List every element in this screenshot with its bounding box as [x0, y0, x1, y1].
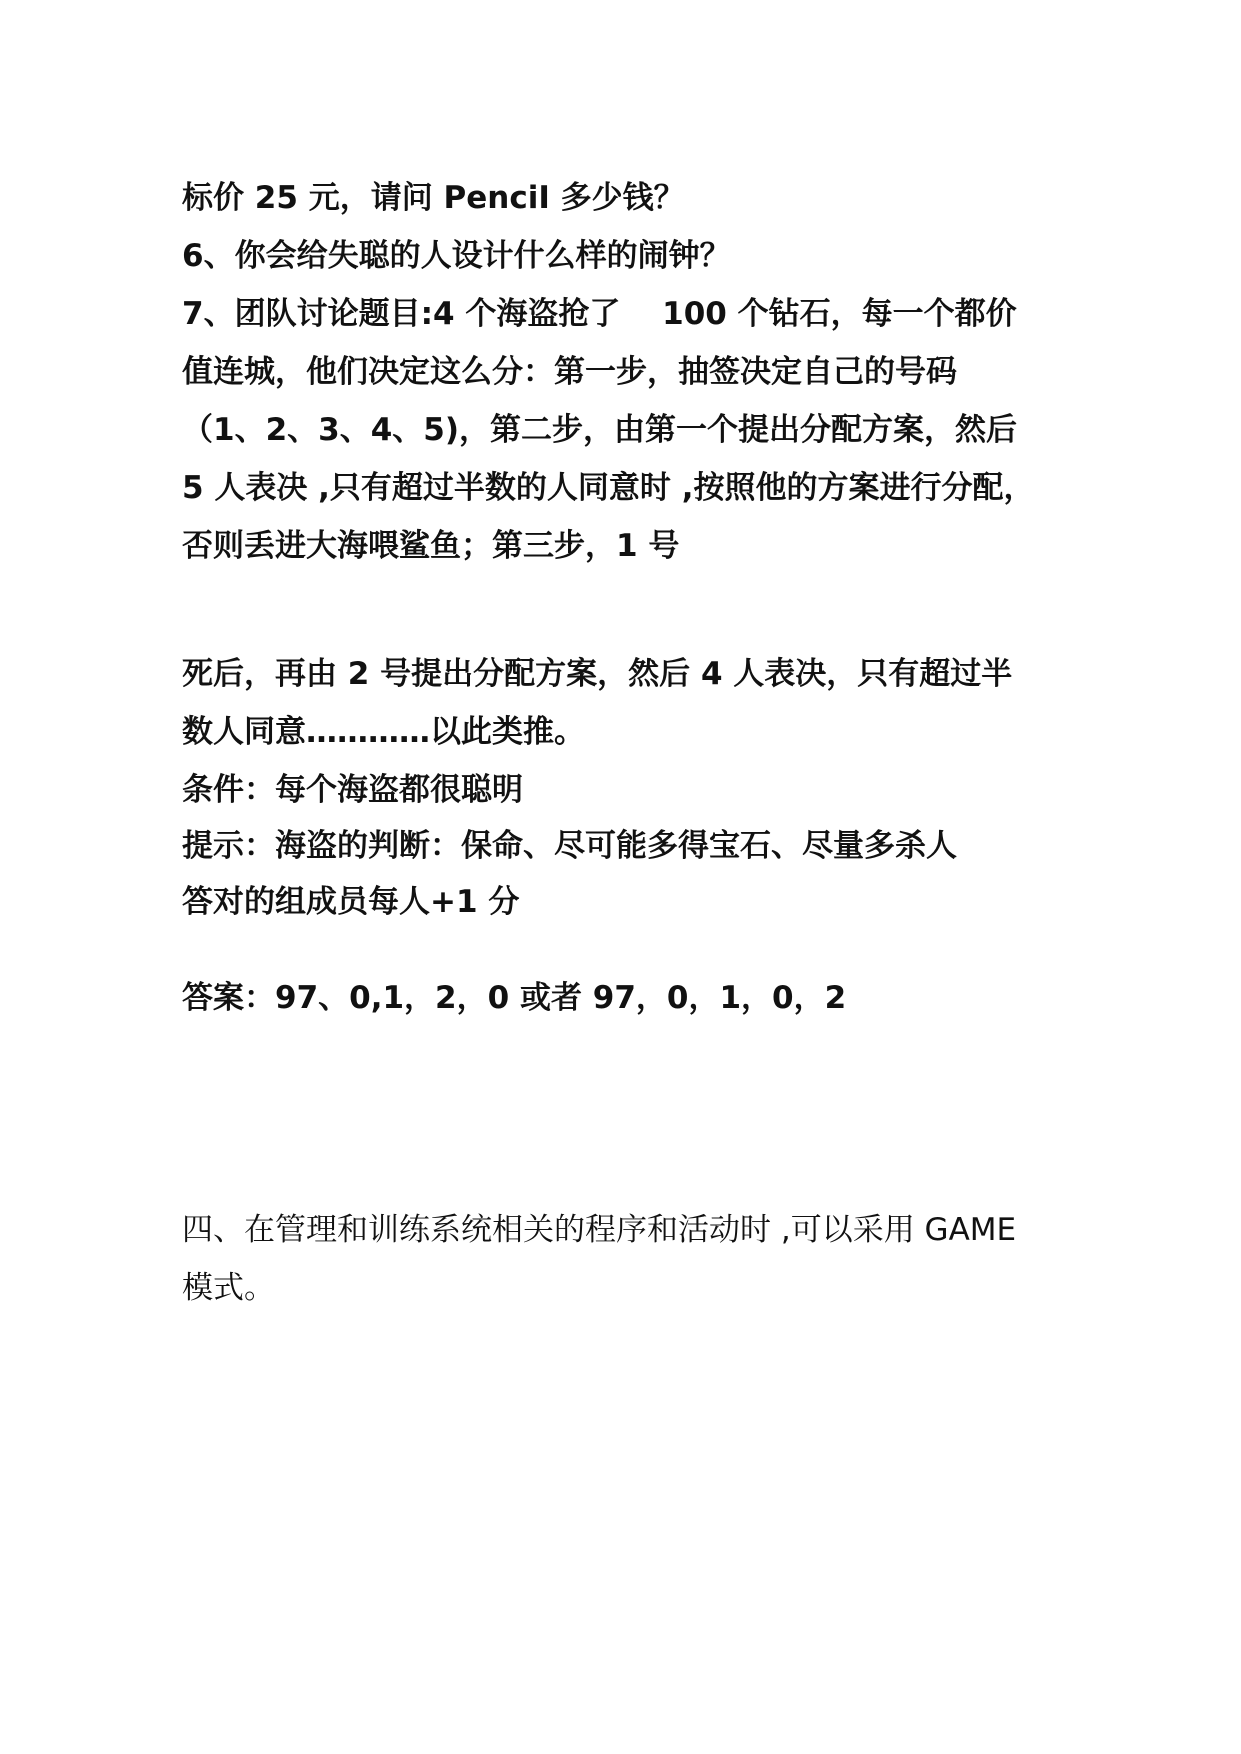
text-line-condition: 条件：每个海盗都很聪明 [182, 772, 523, 808]
text-line-score: 答对的组成员每人+1 分 [182, 884, 520, 920]
text-line-rules-1: 死后，再由 2 号提出分配方案，然后 4 人表决，只有超过半 [182, 656, 1013, 692]
text-line-section-four: 四、在管理和训练系统相关的程序和活动时 ,可以采用 GAME [182, 1212, 1017, 1248]
text-line-question-7-cont-2: （1、2、3、4、5)，第二步，由第一个提出分配方案，然后 [182, 412, 1018, 448]
text-line-question-7-cont-1: 值连城，他们决定这么分：第一步，抽签决定自己的号码 [182, 354, 957, 390]
text-line-section-four-cont: 模式。 [182, 1270, 275, 1306]
text-line-rules-2: 数人同意…………以此类推。 [182, 714, 585, 750]
text-line-question-7-cont-4: 否则丢进大海喂鲨鱼；第三步，1 号 [182, 528, 680, 564]
text-line-question-7-cont-3: 5 人表决 ,只有超过半数的人同意时 ,按照他的方案进行分配， [182, 470, 1035, 506]
text-line-hint: 提示：海盗的判断：保命、尽可能多得宝石、尽量多杀人 [182, 828, 957, 864]
text-line-answer: 答案：97、0,1，2，0 或者 97，0，1，0，2 [182, 980, 847, 1016]
text-line-price-question: 标价 25 元，请问 PenciI 多少钱？ [182, 180, 685, 216]
text-line-question-6: 6、你会给失聪的人设计什么样的闹钟？ [182, 238, 731, 274]
text-line-question-7: 7、团队讨论题目:4 个海盗抢了 100 个钻石，每一个都价 [182, 296, 1017, 332]
